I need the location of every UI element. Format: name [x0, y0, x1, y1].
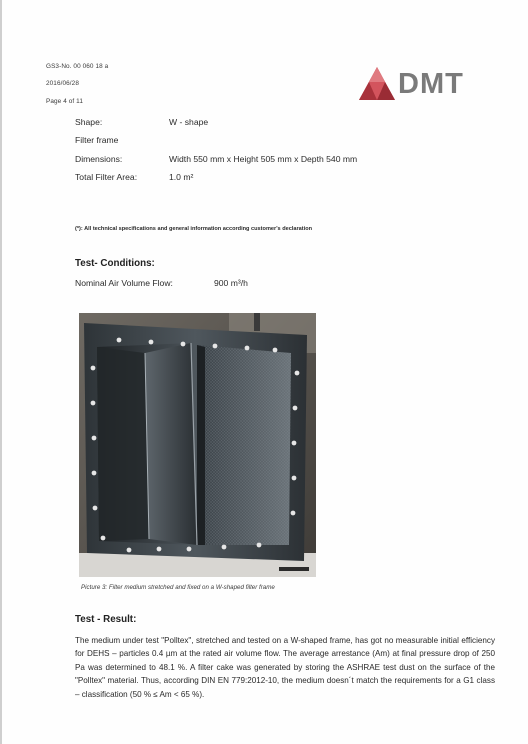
spec-value: 1.0 m² [169, 171, 194, 182]
spec-label: Shape: [75, 117, 103, 127]
spec-table [75, 117, 475, 190]
page-number: Page 4 of 11 [46, 98, 83, 105]
doc-date: 2016/06/28 [46, 80, 79, 87]
test-conditions-title: Test- Conditions: [75, 258, 155, 269]
spec-row [75, 172, 475, 190]
spec-label: Filter frame [75, 135, 119, 146]
filter-frame-photo [79, 313, 316, 577]
spec-row [75, 117, 475, 135]
doc-number: GS3-No. 00 060 18 a [46, 63, 109, 70]
spec-row [75, 135, 475, 153]
dmt-logo-mark-icon [358, 66, 396, 102]
test-result-title: Test - Result: [75, 614, 137, 625]
spec-label: Dimensions: [75, 153, 123, 164]
spec-value: W - shape [169, 117, 209, 127]
air-flow-label: Nominal Air Volume Flow: [75, 278, 173, 288]
air-flow-value: 900 m³/h [214, 278, 248, 288]
test-result-paragraph: The medium under test "Polltex", stretched and tested on a W-shaped frame, has got no measurable initial efficiency for DEHS – particles 0.4 µm at the rated air volume flow. The average arrestance (Am) at final pressure drop of 250 Pa was determined to 48.1 %. A filter cake was generated by storing the ASHRAE test dust on the surface of the "Polltex" material. Thus, according DIN EN 779:2012-10, the medium doesn´t match the requirements for a G1 class – classification (50 % ≤ Am < 65 %). [75, 636, 495, 699]
dmt-logo [358, 66, 498, 102]
spec-row [75, 154, 475, 172]
spec-value: Width 550 mm x Height 505 mm x Depth 540 mm [169, 153, 358, 164]
dmt-logo-text: DMT [398, 68, 464, 100]
footnote: (*): All technical specifications and general information according customer's declaration [75, 226, 313, 232]
page-edge [0, 0, 2, 744]
picture-caption: Picture 3: Filter medium stretched and fixed on a W-shaped filter frame [81, 584, 275, 591]
spec-label: Total Filter Area: [75, 171, 138, 182]
